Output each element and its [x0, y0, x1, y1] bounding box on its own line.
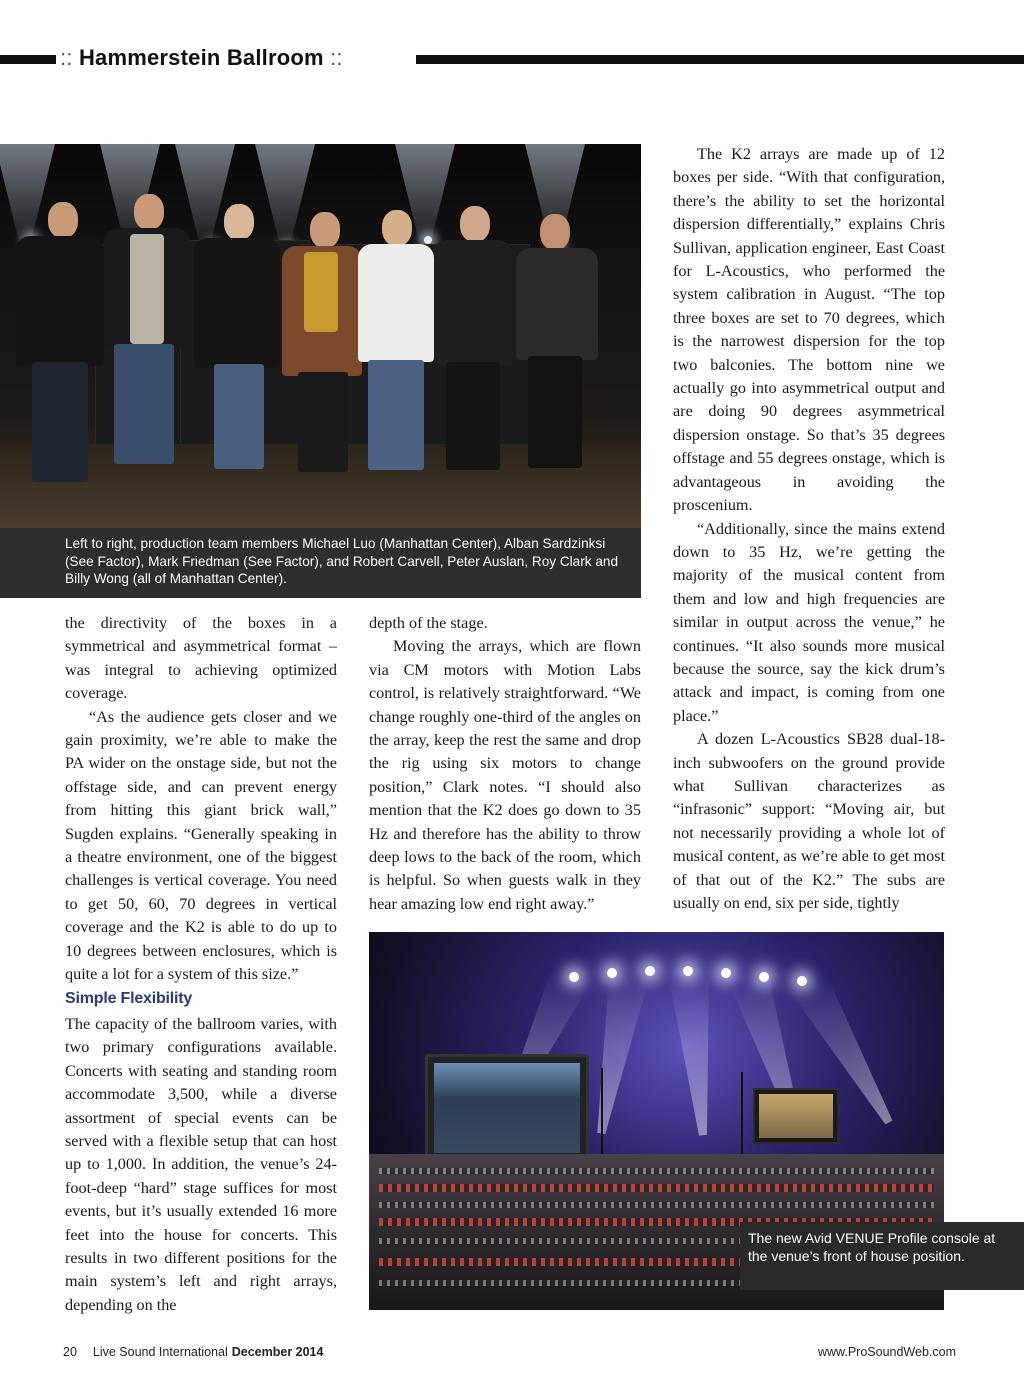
page-number: 20 — [63, 1345, 77, 1359]
header-separator-left: :: — [60, 45, 73, 70]
laptop — [753, 1088, 839, 1144]
paragraph: The capacity of the ballroom varies, with two primary configurations available. Concerts with seating and standing room accommodate 3,500, while a diverse assortment of special events can be served with a flexible setup that can host up to 1,000. In addition, the venue’s 24-foot-deep “hard” stage suffices for most events, but it’s usually extended 16 more feet into the house for concerts. This results in two different positions for the main system’s left and right arrays, depending on the — [65, 1015, 337, 1314]
paragraph: Moving the arrays, which are flown via CM motors with Motion Labs control, is relatively straightforward. “We change roughly one-third of the angles on the array, keep the rest the same and drop the rig using six motors to change position,” Clark notes. “I should also mention that the K2 does go down to 35 Hz and therefore has the ability to throw deep lows to the back of the room, which is helpful. So when guests walk in they hear amazing low end right away.” — [369, 637, 641, 913]
issue-date: December 2014 — [231, 1345, 324, 1359]
column-1-bottom — [65, 1013, 337, 1317]
paragraph: “Additionally, since the mains extend down to 35 Hz, we’re getting the majority of the musical content from them and low and high frequencies are similar in output across the venue,” he continues. “It also sounds more musical because the source, say the kick drum’s attack and impact, is coming from one place.” — [673, 519, 945, 725]
column-3 — [673, 143, 945, 915]
website-url: www.ProSoundWeb.com — [817, 1345, 956, 1359]
team-photo-caption: Left to right, production team members Michael Luo (Manhattan Center), Alban Sardzinksi (See Factor), Mark Friedman (See Factor), and Robert Carvell, Peter Auslan, Roy Clark and Billy Wong (all of Manhattan Center). — [0, 528, 641, 598]
header-rule-right — [416, 55, 1024, 64]
paragraph: “As the audience gets closer and we gain proximity, we’re able to make the PA wider on the onstage side, but not the offstage side, and can prevent energy from hitting this giant brick wall,” Sugden explains. “Generally speaking in a theatre environment, one of the biggest challenges is vertical coverage. You need to get 50, 60, 70 degrees in vertical coverage and the K2 is able to do up to 10 degrees between enclosures, which is quite a lot for a system of this size.” — [65, 707, 337, 984]
header-separator-right: :: — [330, 45, 343, 70]
paragraph: The K2 arrays are made up of 12 boxes per side. “With that configuration, there’s the ability to set the horizontal dispersion differentially,” explains Chris Sullivan, application engineer, East Coast for L-Acoustics, who performed the system calibration in August. “The top three boxes are set to 70 degrees, which is the narrowest dispersion for the top two balconies. The bottom nine we actually go into asymmetrical output and are doing 90 degrees asymmetrical dispersion onstage. So that’s 35 degrees offstage and 55 degrees onstage, which is advantageous in avoiding the proscenium. — [673, 145, 945, 515]
section-title: Hammerstein Ballroom — [78, 45, 324, 70]
column-2 — [369, 612, 641, 916]
console-photo-caption: The new Avid VENUE Profile console at the venue’s front of house position. — [740, 1222, 1024, 1290]
paragraph: depth of the stage. — [369, 614, 488, 632]
paragraph: A dozen L-Acoustics SB28 dual-18-inch subwoofers on the ground provide what Sullivan characterizes as “infrasonic” support: “Moving air, but not necessarily providing a whole lot of musical content, as we’re able to get most of that out of the K2.” The subs are usually on end, six per side, tightly — [673, 730, 945, 912]
paragraph: the directivity of the boxes in a symmetrical and asymmetrical format – was integral to achieving optimized coverage. — [65, 614, 337, 703]
footer-left — [63, 1345, 323, 1359]
section-header — [60, 44, 343, 72]
column-1-top — [65, 612, 337, 987]
subheading: Simple Flexibility — [65, 990, 193, 1007]
publication-name: Live Sound International — [92, 1345, 228, 1359]
monitor-display — [425, 1054, 589, 1162]
team-photo — [0, 144, 641, 528]
header-rule-left — [0, 55, 56, 64]
